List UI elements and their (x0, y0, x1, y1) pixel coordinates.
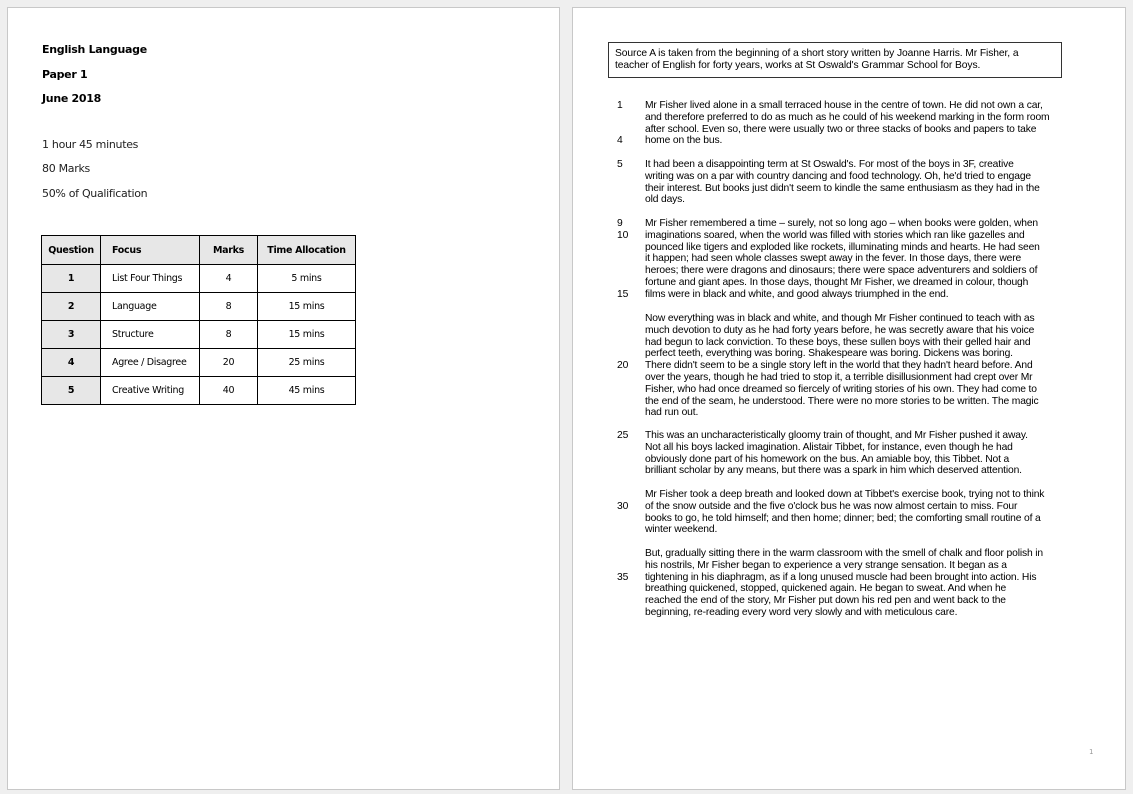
cell-time: 25 mins (258, 349, 356, 377)
cell-time: 15 mins (258, 293, 356, 321)
line-text: There didn't seem to be a single story left in the world that they hadn't heard before. And (645, 360, 1033, 372)
table-row (42, 321, 356, 349)
source-intro-line: Source A is taken from the beginning of a short story written by Joanne Harris. Mr Fisher, a (615, 48, 1019, 59)
text-line (645, 194, 1070, 206)
paragraph (617, 218, 1070, 301)
cell-focus: Structure (101, 321, 200, 349)
qualification-text: 50% of Qualification (42, 187, 148, 200)
text-line (645, 325, 1070, 337)
text-line (645, 253, 1070, 265)
text-line (645, 265, 1070, 277)
line-text: brilliant scholar by any means, but there was a spark in him which deserved attention. (645, 465, 1022, 477)
line-number: 10 (617, 229, 629, 241)
line-text: of the snow outside and the five o'clock bus he was now almost certain to miss. Four (645, 500, 1018, 512)
cell-question: 1 (42, 265, 101, 293)
line-text: pounced like tigers and exploded like rockets, illuminating minds and hearts. He had seen (645, 241, 1040, 253)
table-row (42, 349, 356, 377)
page-number: 1 (1089, 748, 1094, 756)
cell-question: 5 (42, 377, 101, 405)
paragraph (617, 100, 1070, 147)
table-row (42, 293, 356, 321)
line-text: had begun to lack conviction. To these boys, these sullen boys with their gelled hair and (645, 336, 1031, 348)
text-line (645, 313, 1070, 325)
text-line (645, 607, 1070, 619)
line-text: their interest. But books just didn't seem to kindle the same enthusiasm as they had in the (645, 182, 1040, 194)
text-line (645, 442, 1070, 454)
cell-marks: 8 (200, 293, 258, 321)
line-text: beginning, re-reading every word very slowly and with meticulous care. (645, 606, 958, 618)
cell-focus: List Four Things (101, 265, 200, 293)
text-line (617, 159, 1070, 171)
line-text: It had been a disappointing term at St Oswald's. For most of the boys in 3F, creative (645, 159, 1014, 170)
source-intro-box (608, 42, 1062, 78)
question-table (41, 235, 356, 405)
line-text: obviously done part of his homework on the bus. An amiable boy, this Tibbet. Not a (645, 453, 1010, 465)
cell-marks: 20 (200, 349, 258, 377)
document-page-right (572, 7, 1126, 790)
line-number: 20 (617, 360, 629, 372)
line-text: books to go, he told himself; and then home; dinner; bed; the comforting small routine of a (645, 512, 1041, 524)
header-focus: Focus (101, 236, 200, 265)
text-line (645, 560, 1070, 572)
line-text: films were in black and white, and good always triumphed in the end. (645, 288, 949, 300)
text-line (645, 384, 1070, 396)
line-text: Now everything was in black and white, and though Mr Fisher continued to teach with as (645, 313, 1035, 324)
line-text: heroes; there were dragons and dinosaurs; there were space adventurers and soldiers of (645, 265, 1038, 277)
line-text: tightening in his diaphragm, as if a long unused muscle had been brought into action. His (645, 571, 1037, 583)
line-text: much devotion to duty as he had forty years before, he was secretly aware that his voice (645, 324, 1035, 336)
cell-time: 5 mins (258, 265, 356, 293)
source-intro-line: teacher of English for forty years, works at St Oswald's Grammar School for Boys. (615, 59, 981, 71)
line-text: old days. (645, 194, 685, 206)
line-number: 25 (617, 430, 629, 441)
line-text: and therefore preferred to do as much as he could of his weekend marking in the form room (645, 111, 1050, 123)
paper-title: Paper 1 (42, 68, 88, 81)
marks-text: 80 Marks (42, 162, 90, 175)
text-line (645, 583, 1070, 595)
line-number: 5 (617, 159, 623, 170)
text-line (617, 288, 1070, 301)
text-line (645, 524, 1070, 536)
cell-question: 4 (42, 349, 101, 377)
cell-focus: Language (101, 293, 200, 321)
text-line (645, 407, 1070, 419)
paragraph (617, 489, 1070, 536)
header-time-allocation: Time Allocation (258, 236, 356, 265)
line-text: Mr Fisher took a deep breath and looked down at Tibbet's exercise book, trying not to think (645, 489, 1045, 500)
line-text: perfect teeth, everything was boring. Shakespeare was boring. Dickens was boring. (645, 348, 1013, 360)
text-line (617, 135, 1070, 147)
line-text: home on the bus. (645, 135, 723, 147)
exam-date: June 2018 (42, 92, 101, 105)
paragraph (617, 548, 1070, 619)
text-line (645, 454, 1070, 466)
line-text: fortune and giant apes. In those days, thought Mr Fisher, we dreamed in colour, though (645, 276, 1029, 288)
text-line (645, 277, 1070, 289)
line-text: But, gradually sitting there in the warm classroom with the smell of chalk and floor polish in (645, 548, 1043, 559)
text-line (617, 229, 1070, 242)
line-text: Fisher, who had once dreamed so fiercely of writing stories of his own. They had come to (645, 383, 1037, 395)
line-text: it happen; had seen whole classes swept away in the fever. In those days, there were (645, 253, 1022, 265)
text-line (645, 489, 1070, 501)
cell-marks: 4 (200, 265, 258, 293)
line-text: breathing quickened, stopped, quickened again. He began to sweat. And when he (645, 583, 1007, 595)
cell-question: 3 (42, 321, 101, 349)
text-line (645, 348, 1070, 360)
cell-time: 45 mins (258, 377, 356, 405)
line-text: writing was on a par with country dancing and food technology. Oh, he'd tried to engage (645, 170, 1031, 182)
line-number: 4 (617, 135, 623, 147)
text-line (617, 100, 1070, 112)
cell-time: 15 mins (258, 321, 356, 349)
text-line (617, 571, 1070, 584)
text-line (617, 218, 1070, 230)
line-text: Mr Fisher lived alone in a small terraced house in the centre of town. He did not own a car, (645, 100, 1043, 111)
cell-focus: Creative Writing (101, 377, 200, 405)
text-line (645, 112, 1070, 124)
line-text: Not all his boys lacked imagination. Alistair Tibbet, for instance, even though he had (645, 441, 1013, 453)
text-line (617, 360, 1070, 372)
line-text: reached the end of the story, Mr Fisher put down his red pen and went back to the (645, 595, 1006, 607)
line-text: over the years, though he had tried to stop it, a terrible disillusionment had crept over Mr (645, 371, 1033, 383)
line-text: Mr Fisher remembered a time – surely, not so long ago – when books were golden, when (645, 218, 1039, 229)
text-line (645, 548, 1070, 560)
text-line (645, 171, 1070, 183)
cell-marks: 8 (200, 321, 258, 349)
paragraph (617, 159, 1070, 206)
line-text: his nostrils, Mr Fisher began to experience a very strange sensation. It began as a (645, 559, 1007, 571)
paragraph (617, 313, 1070, 419)
table-row (42, 265, 356, 293)
document-page-left (7, 7, 560, 790)
subject-title: English Language (42, 43, 147, 56)
line-number: 15 (617, 288, 629, 300)
text-line (645, 465, 1070, 477)
line-number: 1 (617, 100, 623, 111)
text-line (645, 124, 1070, 136)
line-text: imaginations soared, when the world was filled with stories which ran like gazelles and (645, 229, 1025, 241)
header-marks: Marks (200, 236, 258, 265)
text-line (645, 396, 1070, 408)
line-text: winter weekend. (645, 524, 718, 536)
line-number: 35 (617, 571, 629, 583)
text-line (645, 183, 1070, 195)
text-line (645, 242, 1070, 254)
duration-text: 1 hour 45 minutes (42, 138, 139, 151)
header-question: Question (42, 236, 101, 265)
text-line (645, 595, 1070, 607)
table-header-row (42, 236, 356, 265)
text-line (645, 337, 1070, 349)
text-line (645, 513, 1070, 525)
text-line (617, 500, 1070, 513)
line-text: had run out. (645, 407, 699, 419)
line-text: after school. Even so, there were usually two or three stacks of books and papers to take (645, 123, 1037, 135)
cell-marks: 40 (200, 377, 258, 405)
text-line (645, 372, 1070, 384)
paragraph (617, 430, 1070, 477)
cell-question: 2 (42, 293, 101, 321)
text-line (617, 430, 1070, 442)
line-number: 9 (617, 218, 623, 229)
line-text: the end of the seam, he understood. There were no more stories to be written. The magic (645, 395, 1039, 407)
cell-focus: Agree / Disagree (101, 349, 200, 377)
line-number: 30 (617, 500, 629, 512)
table-row (42, 377, 356, 405)
line-text: This was an uncharacteristically gloomy train of thought, and Mr Fisher pushed it away. (645, 430, 1028, 441)
